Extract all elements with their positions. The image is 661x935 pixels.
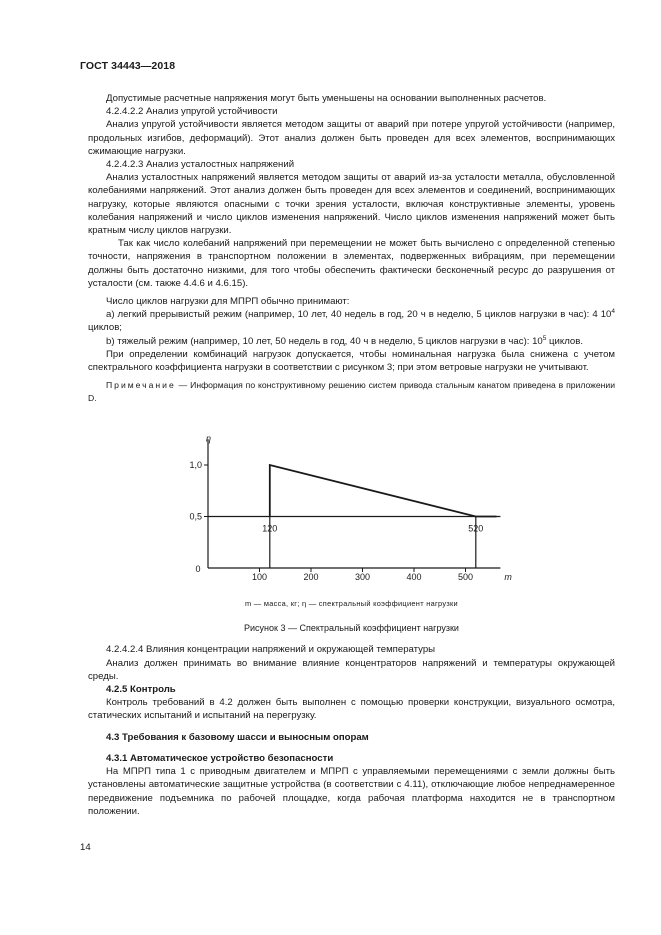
paragraph-elastic-stability: Анализ упругой устойчивости является методом защиты от аварий при потере упругой устойчивости (например, продольных изгибов, деформаций). Этот анализ должен быть проведен для всех элементов, воспринимающих сжимающие нагрузки. xyxy=(88,119,615,157)
series-line xyxy=(270,465,497,517)
exponent: 4 xyxy=(611,308,615,316)
paragraph-fatigue-analysis: Анализ усталостных напряжений является методом защиты от аварий из-за усталости металла, обусловленной колебаниями напряжений. Этот анализ должен быть проведен для всех элементов и соединений, воспринимающих нагрузку, которые являются опасными с точки зрения усталости, включая конструктивные элементы, уровень колебания напряжений и число циклов изменения напряжений. Число циклов изменения напряжений может быть кратным числу циклов нагрузки. xyxy=(88,172,615,237)
paragraph-allowable-stress: Допустимые расчетные напряжения могут быть уменьшены на основании выполненных расчетов. xyxy=(106,93,547,104)
section-heading-4-2-5: 4.2.5 Контроль xyxy=(106,684,176,696)
x-tick-label: 100 xyxy=(251,572,268,583)
x-tick-label: 300 xyxy=(354,572,371,583)
paragraph-control: Контроль требований в 4.2 должен быть выполнен с помощью проверки конструкции, визуального осмотра, статических испытаний и испытаний на перегрузку. xyxy=(88,697,615,722)
section-heading-4-2-4-2-2: 4.2.4.2.2 Анализ упругой устойчивости xyxy=(106,106,278,118)
annotation-label: 120 xyxy=(262,523,278,534)
figure-caption: Рисунок 3 — Спектральный коэффициент нагрузки xyxy=(244,623,459,634)
y-tick-label: 0,5 xyxy=(189,511,202,522)
y-tick-label: 1,0 xyxy=(189,460,202,471)
y-axis-label: η xyxy=(206,433,211,444)
chart-svg xyxy=(88,408,615,598)
page-number: 14 xyxy=(80,842,91,853)
list-item-tail: циклов; xyxy=(88,322,122,334)
list-item-tail: циклов. xyxy=(546,335,584,347)
list-item-text: b) тяжелый режим (например, 10 лет, 50 недель в год, 40 ч в неделю, 5 циклов нагрузки в час): 10 xyxy=(106,335,543,347)
x-axis-label: m xyxy=(504,572,512,583)
paragraph-load-combinations: При определении комбинаций нагрузок допускается, чтобы номинальная нагрузка была снижена с учетом спектрального коэффициента нагрузки в соответствии с рисунком 3; при этом ветровые нагрузки не учитывают. xyxy=(88,348,615,374)
figure-legend: m — масса, кг; η — спектральный коэффициент нагрузки xyxy=(244,599,458,609)
paragraph-load-cycles: Число циклов нагрузки для МПРП обычно принимают: xyxy=(106,296,350,308)
note-label: Примечание xyxy=(106,380,176,391)
section-heading-4-2-4-2-3: 4.2.4.2.3 Анализ усталостных напряжений xyxy=(106,159,295,171)
section-heading-4-3-1: 4.3.1 Автоматическое устройство безопасности xyxy=(106,752,334,764)
note-text: — Информация по конструктивному решению систем привода стальным канатом приведена в приложении D. xyxy=(88,380,615,403)
paragraph-stress-concentration: Анализ должен принимать во внимание влияние концентраторов напряжений и температуры окружающей среды. xyxy=(88,657,615,682)
x-tick-label: 500 xyxy=(457,572,474,583)
note xyxy=(88,379,615,404)
paragraph-automatic-device: На МПРП типа 1 с приводным двигателем и МПРП с управляемыми перемещениями с земли должны быть установлены автоматические защитные устройства (в соответствии с 4.11), отключающие любое непреднамеренное передвижение подъемника по рабочей площадке, когда рабочая платформа находится не в транспортном положении. xyxy=(88,766,615,817)
annotation-label: 520 xyxy=(468,523,484,534)
list-item-text: а) легкий прерывистый режим (например, 10 лет, 40 недель в год, 20 ч в неделю, 5 циклов нагрузки в час): 4 10 xyxy=(106,309,612,321)
section-heading-4-2-4-2-4: 4.2.4.2.4 Влияния концентрации напряжений и окружающей температуры xyxy=(106,644,436,656)
paragraph-vibration: Так как число колебаний напряжений при перемещении не может быть вычислено с определенной степенью точности, напряжения в транспортном положении в элементах, подверженных вибрациям, при перемещении должны быть достаточно низкими, для того чтобы обеспечить фактически бесконечный ресурс до разрушения от усталости (см. также 4.4.6 и 4.6.15). xyxy=(88,238,615,289)
exponent: 5 xyxy=(542,334,547,342)
page-body xyxy=(88,92,615,818)
section-heading-4-3: 4.3 Требования к базовому шасси и выносным опорам xyxy=(106,731,369,743)
x-tick-label: 400 xyxy=(406,572,422,583)
figure-3-chart xyxy=(88,408,615,598)
document-header: ГОСТ 34443—2018 xyxy=(80,60,176,72)
list-item-light-mode xyxy=(88,308,615,334)
x-tick-label: 0 xyxy=(195,564,201,575)
list-item-heavy-mode xyxy=(88,335,615,348)
x-tick-label: 200 xyxy=(303,572,319,583)
